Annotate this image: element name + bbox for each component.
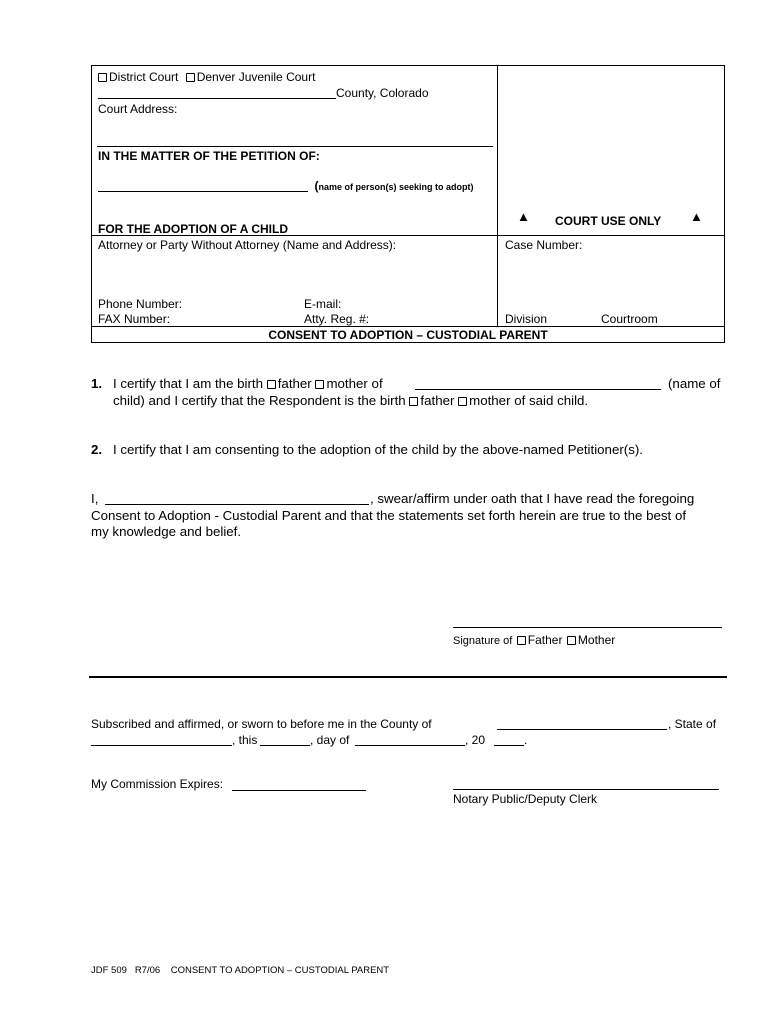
- case-number-label: Case Number:: [505, 238, 583, 252]
- item1-respondent-mother-checkbox[interactable]: [458, 397, 467, 406]
- oath-text-c: my knowledge and belief.: [91, 524, 242, 539]
- juvenile-court-label: Denver Juvenile Court: [196, 70, 316, 84]
- phone-label: Phone Number:: [98, 297, 183, 311]
- this-label: , this: [232, 733, 258, 747]
- juvenile-court-checkbox[interactable]: [186, 73, 195, 82]
- child-name-field[interactable]: [415, 377, 661, 390]
- item1-respondent-father-checkbox[interactable]: [409, 397, 418, 406]
- court-type-row: [98, 70, 315, 84]
- day-field[interactable]: [260, 734, 310, 746]
- item1-of: of: [371, 376, 383, 391]
- caption-right-border: [724, 65, 725, 342]
- sig-mother-label: Mother: [577, 633, 616, 647]
- caption-title-line: [91, 326, 725, 327]
- state-of-label: , State of: [668, 717, 717, 731]
- item1-text-b: child) and I certify that the Respondent is the birth: [113, 393, 406, 408]
- item1-number: 1.: [91, 376, 103, 391]
- signature-caption: [453, 631, 615, 649]
- commission-label: My Commission Expires:: [91, 777, 224, 791]
- sig-father-checkbox[interactable]: [517, 636, 526, 645]
- county-label: County, Colorado: [336, 86, 429, 100]
- item1-mother-label: mother: [326, 376, 368, 391]
- court-address-underline: [97, 146, 493, 147]
- triangle-left-icon: ▲: [517, 209, 530, 224]
- item1-respondent-mother-label: mother: [469, 393, 511, 408]
- caption-bottom-border: [91, 342, 725, 343]
- item1-name-of: (name of: [668, 376, 721, 391]
- petitioner-paren: (: [314, 179, 319, 193]
- sig-father-label: Father: [527, 633, 563, 647]
- year-label: , 20: [465, 733, 486, 747]
- year-period: .: [524, 733, 528, 747]
- subscribed-text: Subscribed and affirmed, or sworn to before me in the County of: [91, 717, 432, 731]
- form-title: CONSENT TO ADOPTION – CUSTODIAL PARENT: [268, 328, 548, 342]
- notary-signature-line[interactable]: [453, 789, 719, 790]
- petitioner-hint: name of person(s) seeking to adopt): [318, 182, 474, 192]
- caption-divider: [497, 65, 498, 327]
- year-field[interactable]: [494, 734, 524, 746]
- item1-line1: [113, 376, 383, 391]
- item1-line2: [113, 393, 588, 408]
- attorney-label: Attorney or Party Without Attorney (Name and Address):: [98, 238, 397, 252]
- item1-father-label: father: [277, 376, 312, 391]
- item2-text: I certify that I am consenting to the adoption of the child by the above-named Petitioner(s).: [113, 442, 643, 457]
- section-separator: [89, 676, 727, 678]
- district-court-label: District Court: [109, 70, 179, 84]
- atty-reg-label: Atty. Reg. #:: [304, 312, 370, 326]
- county-sworn-field[interactable]: [497, 718, 667, 730]
- item1-mother-checkbox[interactable]: [315, 380, 324, 389]
- email-label: E-mail:: [304, 297, 342, 311]
- petitioner-name-field[interactable]: [98, 178, 308, 192]
- oath-text-a: , swear/affirm under oath that I have read the foregoing: [370, 491, 695, 506]
- commission-field[interactable]: [232, 779, 366, 791]
- month-field[interactable]: [355, 734, 465, 746]
- matter-heading: IN THE MATTER OF THE PETITION OF:: [98, 149, 320, 163]
- item2-number: 2.: [91, 442, 103, 457]
- court-address-label: Court Address:: [98, 102, 178, 116]
- petitioner-row: [98, 177, 473, 195]
- county-row: [98, 86, 429, 100]
- signature-line[interactable]: [453, 627, 722, 628]
- sig-mother-checkbox[interactable]: [567, 636, 576, 645]
- item1-text-a: I certify that I am the birth: [113, 376, 264, 391]
- notary-label: Notary Public/Deputy Clerk: [453, 792, 598, 806]
- item1-respondent-father-label: father: [420, 393, 455, 408]
- oath-i: I,: [91, 491, 99, 506]
- state-field[interactable]: [91, 734, 232, 746]
- item1-father-checkbox[interactable]: [267, 380, 276, 389]
- oath-name-field[interactable]: [105, 492, 369, 505]
- signature-label: Signature of: [453, 635, 513, 647]
- triangle-right-icon: ▲: [690, 209, 703, 224]
- district-court-checkbox[interactable]: [98, 73, 107, 82]
- oath-text-b: Consent to Adoption - Custodial Parent and that the statements set forth herein are true to the best of: [91, 508, 687, 523]
- county-field[interactable]: [98, 86, 336, 99]
- courtroom-label: Courtroom: [601, 312, 658, 326]
- caption-left-border: [91, 65, 92, 342]
- division-label: Division: [505, 312, 548, 326]
- adoption-heading: FOR THE ADOPTION OF A CHILD: [98, 222, 288, 236]
- court-use-only-label: COURT USE ONLY: [555, 214, 662, 228]
- footer-text: JDF 509 R7/06 CONSENT TO ADOPTION – CUSTODIAL PARENT: [91, 965, 390, 976]
- item1-text-c: of said child.: [514, 393, 589, 408]
- day-of-label: , day of: [310, 733, 350, 747]
- fax-label: FAX Number:: [98, 312, 171, 326]
- caption-top-border: [91, 65, 725, 66]
